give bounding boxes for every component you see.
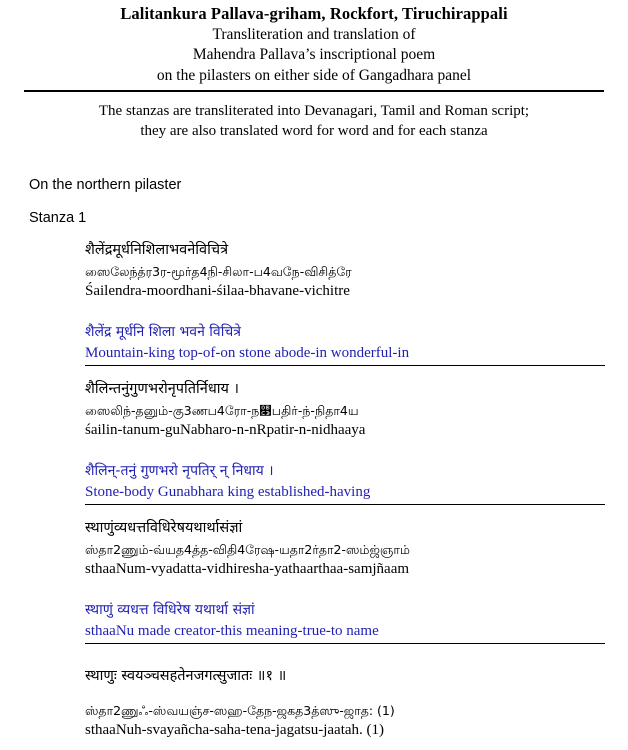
note-text	[0, 92, 628, 141]
stanza-source-block	[85, 666, 605, 742]
note-line-1: The stanzas are transliterated into Devanagari, Tamil and Roman script;	[98, 102, 530, 119]
line-devanagari: शैलेंद्रमूर्धनिशिलाभवनेविचित्रे	[85, 242, 229, 259]
line-devanagari: स्थाणुंव्यधत्तविधिरेषयथार्थासंज्ञां	[85, 519, 243, 536]
spacer	[0, 442, 628, 461]
line-devanagari: शैलिन्तनुंगुणभरोनृपतिर्निधाय ।	[85, 381, 240, 398]
subtitle-line-2: Mahendra Pallava’s inscriptional poem	[192, 46, 436, 64]
stanza-translation-block	[85, 461, 605, 505]
stanza-list	[0, 240, 628, 742]
section-heading-stanza: Stanza 1	[29, 210, 87, 227]
line-devanagari: शैलिन्-तनुं गुणभरो नृपतिर् न् निधाय ।	[85, 462, 274, 479]
stanza-source-block	[85, 379, 605, 442]
subtitle-line-1: Transliteration and translation of	[212, 25, 416, 43]
line-roman: sthaaNum-vyadatta-vidhiresha-yathaarthaa-samjñaam	[85, 561, 410, 578]
note-line-2: they are also translated word for word and for each stanza	[140, 123, 488, 140]
spacer	[0, 581, 628, 600]
spacer	[0, 303, 628, 322]
line-tamil: ஸ்தா2ணுஃ-ஸ்வயஞ்ச-ஸஹ-தேந-ஜகத3த்ஸு-ஜாத: (1)	[85, 702, 395, 718]
stanza-translation-block	[85, 600, 605, 644]
subtitle-line-3: on the pilasters on either side of Gangadhara panel	[156, 66, 472, 84]
line-gloss: Mountain-king top-of-on stone abode-in wonderful-in	[85, 345, 410, 362]
stanza-source-block	[85, 518, 605, 581]
spacer	[0, 644, 628, 666]
spacer	[0, 366, 628, 379]
line-gloss: sthaaNu made creator-this meaning-true-to name	[85, 622, 379, 639]
line-roman: Śailendra-moordhani-śilaa-bhavane-vichitre	[85, 283, 350, 300]
line-devanagari: शैलेंद्र मूर्धनि शिला भवने विचित्रे	[85, 324, 241, 341]
line-roman: sthaaNuh-svayañcha-saha-tena-jagatsu-jaatah. (1)	[85, 721, 385, 738]
line-tamil: ஸ்தா2ணும்-வ்யத4த்த-விதி4ரேஷ-யதா2ர்தா2-ஸம்ஜ்ஞாம்	[85, 541, 410, 557]
line-roman: śailin-tanum-guNabharo-n-nRpatir-n-nidhaaya	[85, 422, 366, 439]
page-title: Lalitankura Pallava-griham, Rockfort, Tiruchirappali	[120, 4, 508, 23]
document-header	[0, 0, 628, 86]
line-devanagari: स्थाणुं व्यधत्त विधिरेष यथार्था संज्ञां	[85, 601, 255, 618]
stanza-source-block	[85, 240, 605, 303]
line-tamil: ஸைலிந்-தனும்-கு3ணப4ரோ-ந௃பதிர்-ந்-நிதா4ய	[85, 402, 359, 418]
line-tamil: ஸைலேந்த்ர3ர-மூர்த4நி-சிலா-ப4வநே-விசித்ரே	[85, 263, 352, 279]
section-heading-pilaster: On the northern pilaster	[29, 177, 182, 194]
stanza-translation-block	[85, 322, 605, 366]
line-gloss: Stone-body Gunabhara king established-having	[85, 483, 371, 500]
spacer	[0, 505, 628, 518]
spacer	[85, 688, 605, 701]
line-devanagari: स्थाणुः स्वयञ्चसहतेनजगत्सुजातः ॥१ ॥	[85, 667, 287, 684]
